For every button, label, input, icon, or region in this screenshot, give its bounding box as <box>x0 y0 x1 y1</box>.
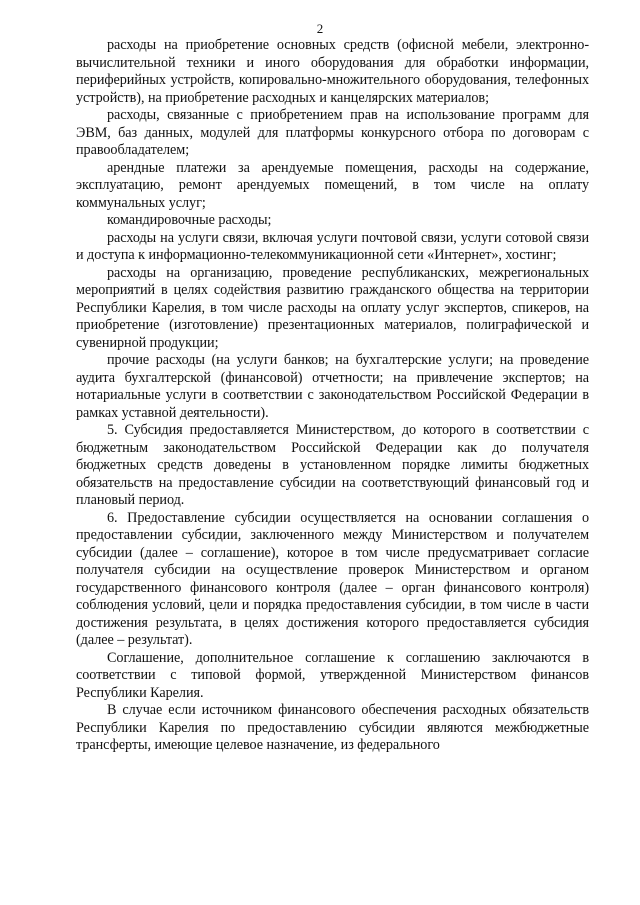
paragraph-communication-expenses: расходы на услуги связи, включая услуги почтовой связи, услуги сотовой связи и доступа к информационно-телекоммуникационной сети «Интернет», хостинг; <box>76 229 589 263</box>
paragraph-agreement-form: Соглашение, дополнительное соглашение к соглашению заключаются в соответствии с типовой формой, утвержденной Министерством финансов Республики Карелия. <box>76 649 589 701</box>
paragraph-events-expenses: расходы на организацию, проведение республиканских, межрегиональных мероприятий в целях содействия развитию гражданского общества на территории Республики Карелия, в том числе расходы на оплату услуг экспертов, спикеров, на приобретение (изготовление) презентационных материалов, полиграфической и сувенирной продукции; <box>76 264 589 351</box>
paragraph-federal-transfers: В случае если источником финансового обеспечения расходных обязательств Республики Карелия по предоставлению субсидии являются межбюджетные трансферты, имеющие целевое назначение, из федерального <box>76 702 589 753</box>
document-body <box>76 37 589 755</box>
paragraph-rent-payments: арендные платежи за арендуемые помещения, расходы на содержание, эксплуатацию, ремонт арендуемых помещений, в том числе на оплату коммунальных услуг; <box>76 159 589 211</box>
paragraph-other-expenses: прочие расходы (на услуги банков; на бухгалтерские услуги; на проведение аудита бухгалтерской (финансовой) отчетности; на привлечение экспертов; на нотариальные услуги в соответствии с законодательством Российской Федерации в рамках уставной деятельности). <box>76 352 589 421</box>
paragraph-fixed-assets-expenses: расходы на приобретение основных средств (офисной мебели, электронно-вычислительной техники и иного оборудования для обработки информации, периферийных устройств, копировально-множительного оборудования, телефонных устройств), на приобретение расходных и канцелярских материалов; <box>76 37 589 106</box>
paragraph-clause-6: 6. Предоставление субсидии осуществляется на основании соглашения о предоставлении субсидии, заключенного между Министерством и получателем субсидии (далее – соглашение), которое в том числе предусматривает согласие получателя субсидии на осуществление проверок Министерством и органом государственного финансового контроля (далее – орган финансового контроля) соблюдения условий, цели и порядка предоставления субсидии, в том числе в части достижения результата, в целях достижения которого предоставляется субсидия (далее – результат). <box>76 509 589 648</box>
page-number: 2 <box>316 21 324 36</box>
paragraph-software-rights-expenses: расходы, связанные с приобретением прав на использование программ для ЭВМ, баз данных, модулей для платформы конкурсного отбора по договорам с правообладателем; <box>76 107 589 158</box>
paragraph-travel-expenses: командировочные расходы; <box>107 212 272 228</box>
paragraph-clause-5: 5. Субсидия предоставляется Министерством, до которого в соответствии с бюджетным законодательством Российской Федерации как до получателя бюджетных средств доведены в установленном порядке лимиты бюджетных обязательств на предоставление субсидии на соответствующий финансовый год и плановый период. <box>76 422 589 508</box>
